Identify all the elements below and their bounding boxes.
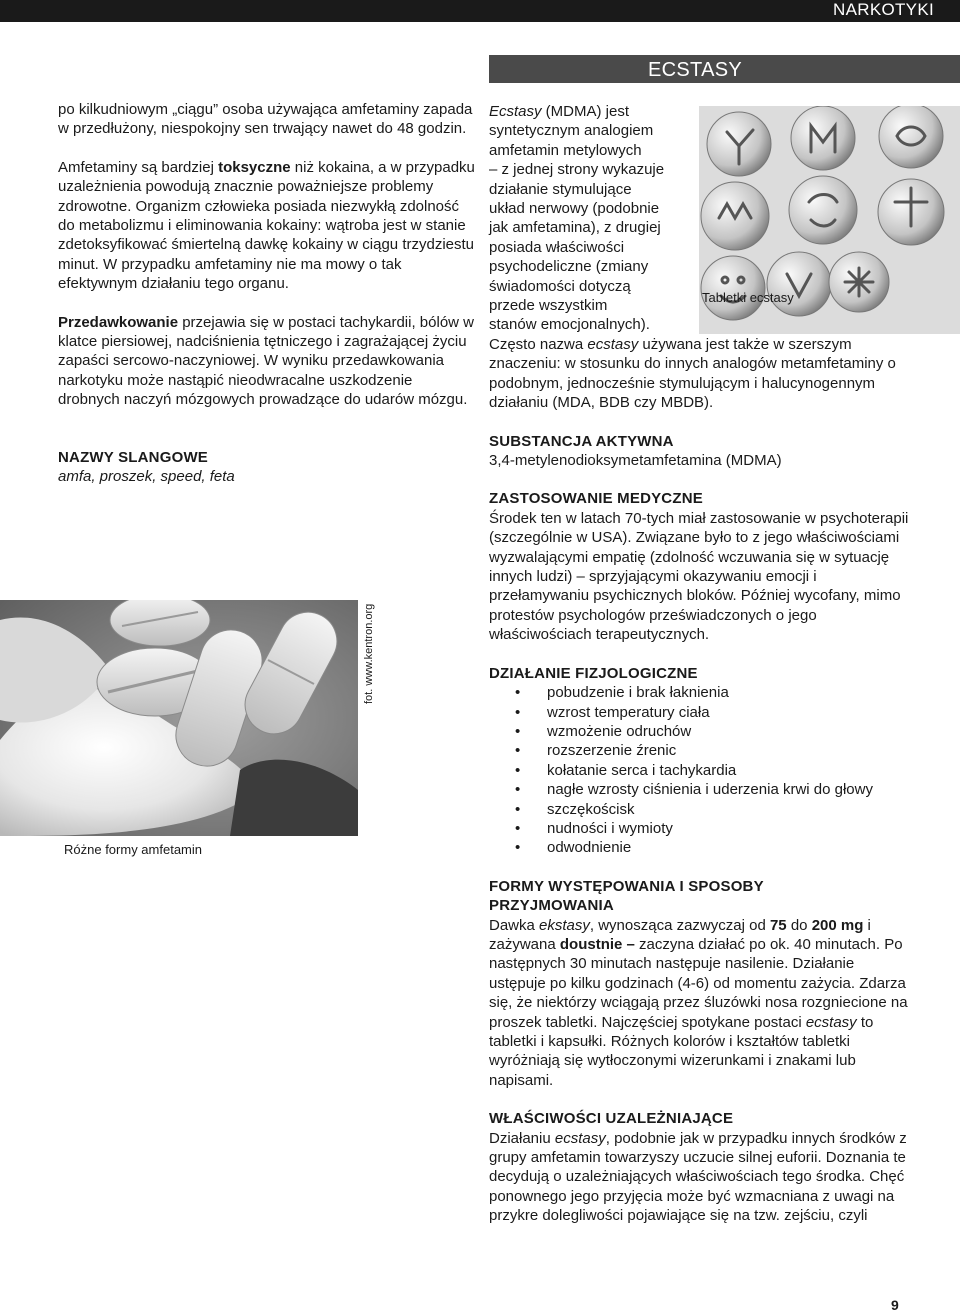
tablets-caption: Tabletki ecstasy [702,290,794,305]
paragraph-overdose [58,313,476,410]
intro-continuation [489,335,909,413]
header-title: NARKOTYKI [833,0,934,19]
paragraph-toxicity [58,158,476,294]
amphetamine-illustration [0,600,358,836]
text-run: , wynosząca zazwyczaj od [589,916,770,934]
text-run: zaczyna działać po ok. 40 minutach. Po następnych 30 minutach następuje nasilenie. Działanie ustępuje po kilku godzinach (4-6) od momentu zażycia. Zdarza się, że niektórzy wciągają przez śluzówki nosa rozgniecione na proszek tabletki. Najczęściej spotykane postaci [489,935,908,1031]
list-item: • wzrost temperatury ciała [489,703,909,722]
forms-heading: FORMY WYSTĘPOWANIA I SPOSOBY [489,877,764,895]
dose-min: 75 [769,916,787,934]
addiction-heading: WŁAŚCIWOŚCI UZALEŻNIAJĄCE [489,1110,734,1128]
text-run: Działaniu [489,1129,555,1147]
intro-line: jak amfetamina), z drugiej [489,219,661,237]
substance-text: 3,4-metylenodioksymetamfetamina (MDMA) [489,452,782,470]
left-column [58,100,476,487]
list-item: • rozszerzenie źrenic [489,741,909,760]
intro-line: układ nerwowy (podobnie [489,200,660,218]
photo-credit [362,600,378,704]
photo-caption: Różne formy amfetamin [64,842,202,857]
intro-line: syntetycznym analogiem [489,122,654,140]
bold-term: doustnie – [559,935,635,953]
ecstasy-term: Ecstasy [489,103,542,120]
section-title: ECSTASY [648,59,742,81]
intro-line: stanów emocjonalnych). [489,316,650,334]
list-item: • nudności i wymioty [489,819,909,838]
intro-line: – z jednej strony wykazuje [489,161,665,179]
intro-narrow-block [489,102,699,335]
text-run: przejawia się w postaci tachykardii, bólów w klatce piersiowej, nadciśnienia tętniczego i zagrażającej życiu zapaści sercowo-naczyniowej. W wyniku przedawkowania narkotyku może nastąpić nieodwracalne uszkodzenie drobnych naczyń mózgowych prowadzące do udarów mózgu. [58,313,475,409]
text-run: Często nazwa [489,336,588,353]
text-run: niż kokaina, a w przypadku uzależnienia powodują znacznie poważniejsze problemy zdrowotne. Organizm człowieka posiada niezwykłą zdolność do metabolizmu i eliminowania kokainy: wątroba jest w stanie zdetoksyfikować śmiertelną dawkę kokainy w ciągu trzydziestu minut. W przypadku amfetaminy nie ma mowy o tak efektywnym działaniu tego organu. [58,158,475,293]
list-item: • szczękościsk [489,800,909,819]
page-number: 9 [891,1297,899,1313]
intro-first-line [489,102,699,121]
ecstasy-term: ekstasy [539,916,590,934]
forms-text [489,916,909,1091]
bold-term: toksyczne [218,158,291,176]
slang-names: amfa, proszek, speed, feta [58,468,235,486]
physiological-effects-list [489,683,909,858]
credit-text: fot. www.kentron.org [363,603,375,704]
intro-line: posiada właściwości [489,238,625,256]
paragraph-sleep: po kilkudniowym „ciągu” osoba używająca amfetaminy zapada w przedłużony, niespokojny sen trwający nawet do 48 godzin. [58,101,473,138]
slang-text [58,467,476,486]
intro-line: amfetamin metylowych [489,141,642,159]
list-item: • odwodnienie [489,838,909,857]
dose-max: 200 mg [811,916,864,934]
list-item: • pobudzenie i brak łaknienia [489,683,909,702]
text-run: Amfetaminy są bardziej [58,158,219,176]
list-item: • wzmożenie odruchów [489,722,909,741]
slang-heading: NAZWY SLANGOWE [58,448,209,466]
intro-line: psychodeliczne (zmiany [489,258,649,276]
medical-heading: ZASTOSOWANIE MEDYCZNE [489,490,703,508]
physiological-heading: DZIAŁANIE FIZJOLOGICZNE [489,664,698,682]
text-run: to tabletki i kapsułki. Różnych kolorów i kształtów tabletki wyróżniają się wytłoczonymi wizerunkami i znakami lub napisami. [489,1013,874,1089]
top-header-bar [0,0,960,22]
forms-heading-line2: PRZYJMOWANIA [489,897,614,915]
right-column [489,335,909,1226]
text-run: i zażywana [489,916,871,953]
substance-heading: SUBSTANCJA AKTYWNA [489,432,674,450]
bold-term: Przedawkowanie [58,313,179,331]
text-run: używana jest także w szerszym znaczeniu: w stosunku do innych analogów metamfetaminy o podobnym, jednocześnie stymulującym i halucynogennym działaniu (MDA, BDB czy MBDB). [489,336,896,412]
intro-line: przede wszystkim [489,297,608,315]
medical-text: Środek ten w latach 70-tych miał zastosowanie w psychoterapii (szczególnie w USA). Związane było to z jego właściwościami wyzwalającymi empatię (zdolność wczuwania się w sytuację innych ludzi) – sprzyjającymi okazywaniu emocji i przełamywaniu psychicznych bloków. Później wycofany, mimo protestów psychologów przeświadczonych o jego właściwościach terapeutycznych. [489,509,909,644]
text-run: , podobnie jak w przypadku innych środków z grupy amfetamin towarzyszy uczucie silnej euforii. Doznania te decydują o uzależniających właściwościach tego środka. Chęć ponownego jego przyjęcia może być wzmacniana z uwagi na przykre dolegliwości pojawiające się na tzw. zejściu, czyli [489,1129,907,1225]
amphetamine-photo [0,600,358,836]
intro-line: działanie stymulujące [489,180,632,198]
addiction-text [489,1129,909,1226]
ecstasy-term: ecstasy [554,1129,606,1147]
text-run: Dawka [489,916,540,934]
list-item: • kołatanie serca i tachykardia [489,761,909,780]
list-item: • nagłe wzrosty ciśnienia i uderzenia krwi do głowy [489,780,909,799]
ecstasy-term: ecstasy [587,336,639,353]
text-run: do [786,916,812,934]
intro-line: świadomości dotyczą [489,277,631,295]
ecstasy-term: ecstasy [805,1013,857,1031]
text-run: (MDMA) jest [541,103,630,120]
section-title-band [489,55,960,83]
